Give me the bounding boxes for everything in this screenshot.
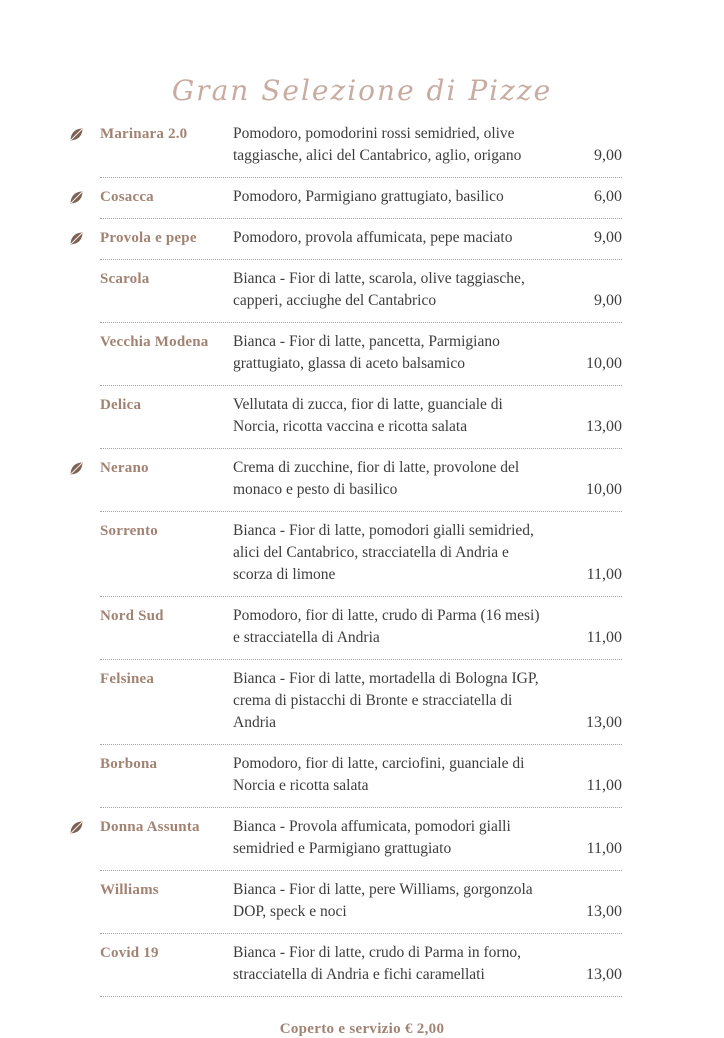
menu-item-row bbox=[68, 512, 622, 597]
menu-list bbox=[68, 115, 622, 997]
item-description: Vellutata di zucca, fior di latte, guanciale di Norcia, ricotta vaccina e ricotta salata bbox=[233, 396, 503, 435]
item-name: Cosacca bbox=[100, 189, 154, 205]
item-description: Pomodoro, fior di latte, crudo di Parma (16 mesi) e stracciatella di Andria bbox=[233, 607, 540, 646]
cover-charge-note: Coperto e servizio € 2,00 bbox=[279, 1021, 445, 1037]
item-price: 13,00 bbox=[586, 714, 622, 731]
item-description: Pomodoro, Parmigiano grattugiato, basilico bbox=[233, 188, 504, 205]
menu-item-body bbox=[100, 260, 622, 323]
menu-item-body bbox=[100, 745, 622, 808]
menu-item-body bbox=[100, 512, 622, 597]
item-price: 11,00 bbox=[586, 777, 622, 794]
menu-item-body bbox=[100, 219, 622, 260]
menu-item-body bbox=[100, 449, 622, 512]
item-price: 9,00 bbox=[594, 229, 622, 246]
item-price: 13,00 bbox=[586, 966, 622, 983]
item-name: Williams bbox=[100, 882, 159, 898]
item-price: 11,00 bbox=[586, 629, 622, 646]
item-name: Delica bbox=[100, 397, 142, 413]
page-title: Gran Selezione di Pizze bbox=[171, 74, 553, 107]
item-price: 10,00 bbox=[586, 481, 622, 498]
item-price: 13,00 bbox=[586, 418, 622, 435]
menu-item-body bbox=[100, 178, 622, 219]
item-description: Bianca - Fior di latte, pancetta, Parmigiano grattugiato, glassa di aceto balsamico bbox=[233, 333, 500, 372]
menu-item-row bbox=[68, 808, 622, 871]
item-name: Provola e pepe bbox=[100, 230, 197, 246]
item-name: Sorrento bbox=[100, 523, 158, 539]
item-price: 9,00 bbox=[594, 147, 622, 164]
menu-item-body bbox=[100, 871, 622, 934]
item-name: Borbona bbox=[100, 756, 158, 772]
menu-item-row bbox=[68, 115, 622, 178]
menu-item-row bbox=[68, 323, 622, 386]
item-description: Pomodoro, pomodorini rossi semidried, olive taggiasche, alici del Cantabrico, aglio, origano bbox=[233, 125, 522, 164]
item-description: Bianca - Fior di latte, mortadella di Bologna IGP, crema di pistacchi di Bronte e stracciatella di Andria bbox=[233, 670, 539, 731]
menu-item-row bbox=[68, 449, 622, 512]
item-price: 10,00 bbox=[586, 355, 622, 372]
item-description: Bianca - Fior di latte, crudo di Parma in forno, stracciatella di Andria e fichi caramellati bbox=[233, 944, 521, 983]
item-description: Pomodoro, provola affumicata, pepe maciato bbox=[233, 229, 513, 246]
item-description: Bianca - Fior di latte, scarola, olive taggiasche, capperi, acciughe del Cantabrico bbox=[233, 270, 525, 309]
menu-item-row bbox=[68, 871, 622, 934]
item-name: Nerano bbox=[100, 460, 149, 476]
menu-item-body bbox=[100, 115, 622, 178]
menu-item-body bbox=[100, 660, 622, 745]
menu-item-row bbox=[68, 178, 622, 219]
item-price: 13,00 bbox=[586, 903, 622, 920]
leaf-icon bbox=[68, 178, 100, 219]
item-name: Marinara 2.0 bbox=[100, 126, 188, 142]
menu-item-body bbox=[100, 323, 622, 386]
item-name: Nord Sud bbox=[100, 608, 164, 624]
menu-item-row bbox=[68, 660, 622, 745]
item-description: Pomodoro, fior di latte, carciofini, guanciale di Norcia e ricotta salata bbox=[233, 755, 525, 794]
item-description: Bianca - Fior di latte, pere Williams, gorgonzola DOP, speck e noci bbox=[233, 881, 533, 920]
menu-item-row bbox=[68, 219, 622, 260]
menu-item-body bbox=[100, 386, 622, 449]
item-price: 11,00 bbox=[586, 840, 622, 857]
menu-item-body bbox=[100, 934, 622, 997]
item-price: 11,00 bbox=[586, 566, 622, 583]
menu-item-body bbox=[100, 808, 622, 871]
item-price: 9,00 bbox=[594, 292, 622, 309]
menu-item-row bbox=[68, 260, 622, 323]
item-description: Bianca - Fior di latte, pomodori gialli semidried, alici del Cantabrico, stracciatella di Andria e scorza di limone bbox=[233, 522, 534, 583]
item-name: Vecchia Modena bbox=[100, 334, 209, 350]
leaf-icon bbox=[68, 219, 100, 260]
menu-item-body bbox=[100, 597, 622, 660]
item-description: Bianca - Provola affumicata, pomodori gialli semidried e Parmigiano grattugiato bbox=[233, 818, 511, 857]
item-description: Crema di zucchine, fior di latte, provolone del monaco e pesto di basilico bbox=[233, 459, 520, 498]
menu-item-row bbox=[68, 597, 622, 660]
leaf-icon bbox=[68, 808, 100, 871]
menu-item-row bbox=[68, 934, 622, 997]
leaf-icon bbox=[68, 115, 100, 178]
item-name: Felsinea bbox=[100, 671, 155, 687]
menu-item-row bbox=[68, 386, 622, 449]
item-name: Scarola bbox=[100, 271, 150, 287]
menu-item-row bbox=[68, 745, 622, 808]
leaf-icon bbox=[68, 449, 100, 512]
item-name: Covid 19 bbox=[100, 945, 159, 961]
item-price: 6,00 bbox=[594, 188, 622, 205]
item-name: Donna Assunta bbox=[100, 819, 200, 835]
